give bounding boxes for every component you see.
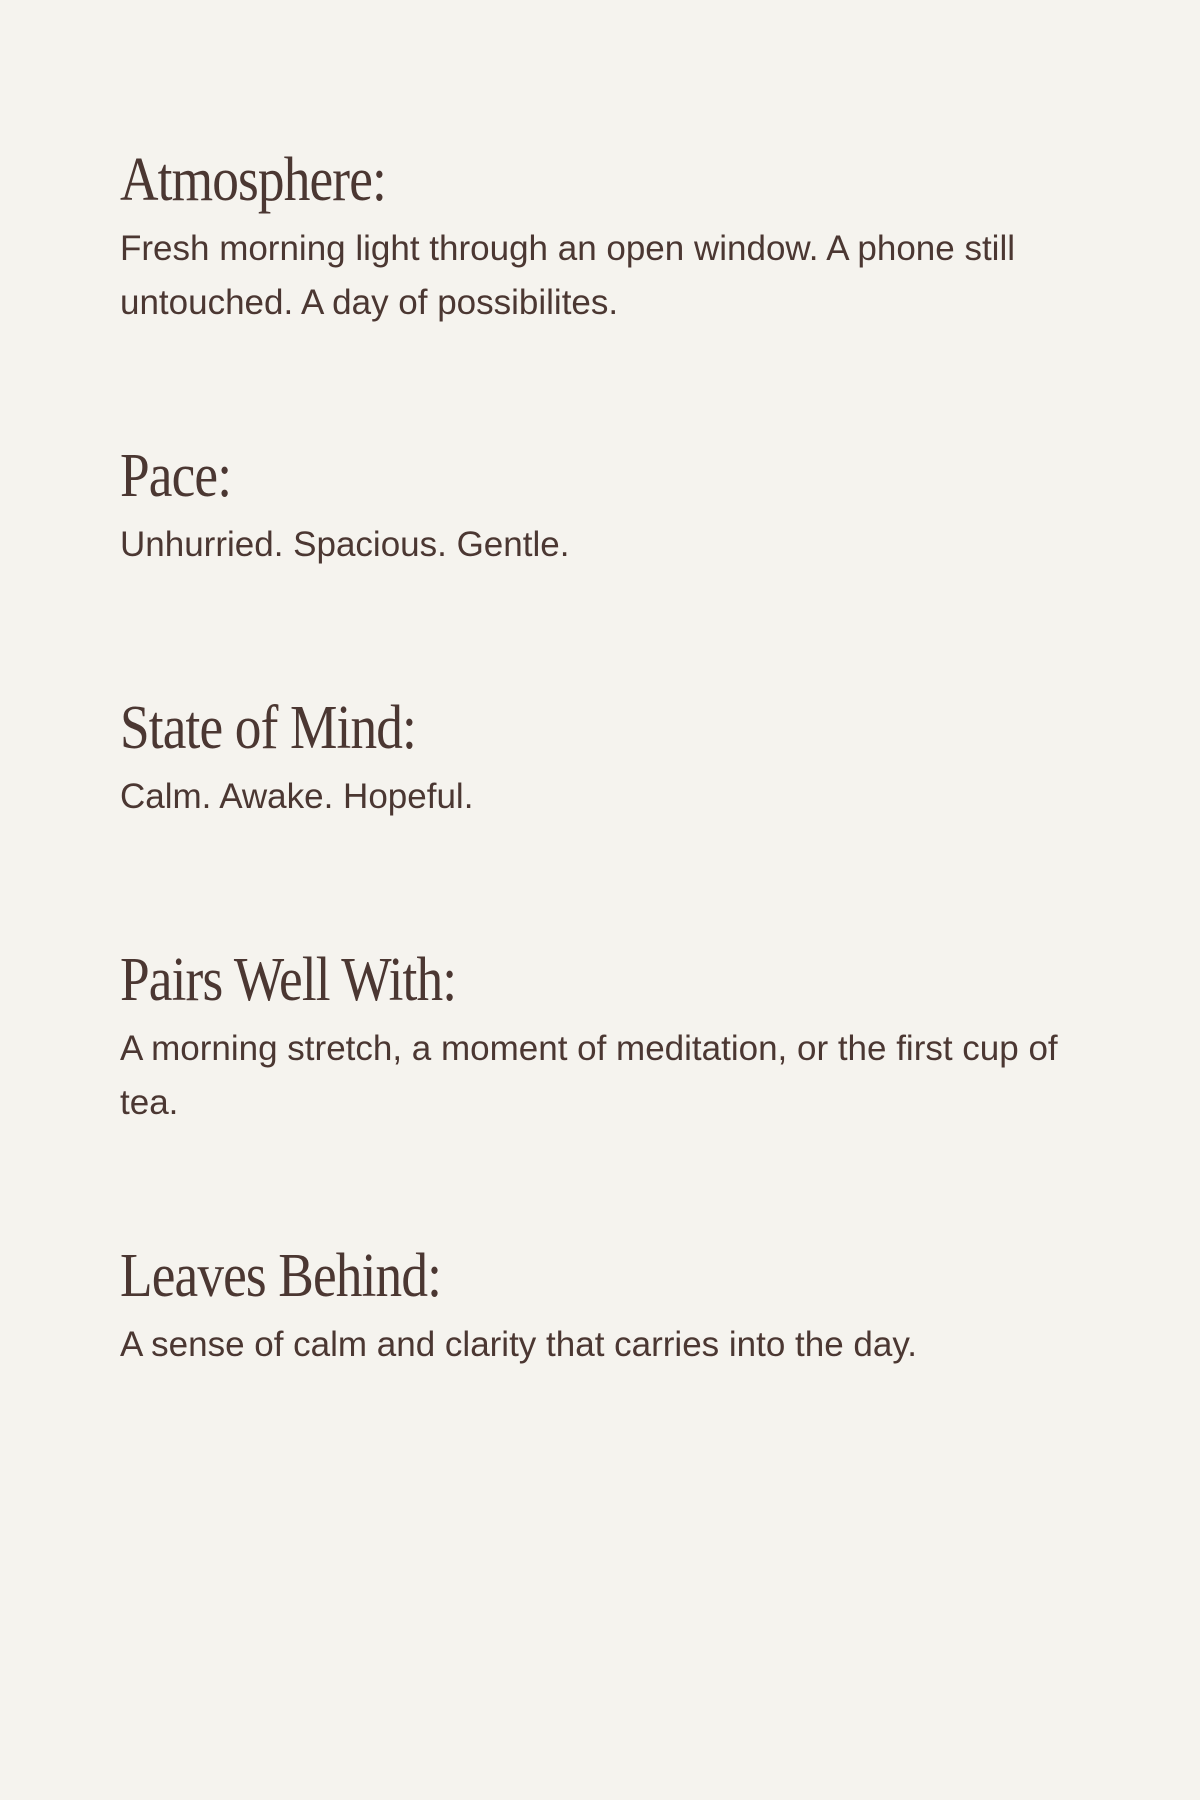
atmosphere-description: Fresh morning light through an open window. A phone still untouched. A day of possibilites. (120, 229, 1016, 322)
pairs-well-with-section (120, 944, 1080, 1130)
atmosphere-heading: Atmosphere: (120, 146, 386, 214)
pace-description: Unhurried. Spacious. Gentle. (120, 525, 570, 564)
pace-heading: Pace: (120, 442, 232, 510)
state-of-mind-heading: State of Mind: (120, 694, 417, 762)
leaves-behind-section (120, 1240, 1080, 1372)
state-of-mind-description: Calm. Awake. Hopeful. (120, 777, 474, 816)
leaves-behind-heading: Leaves Behind: (120, 1242, 442, 1310)
pairs-well-with-description: A morning stretch, a moment of meditation, or the first cup of tea. (120, 1029, 1058, 1122)
state-of-mind-section (120, 692, 1080, 824)
pairs-well-with-heading: Pairs Well With: (120, 946, 457, 1014)
pace-section (120, 440, 1080, 572)
atmosphere-section (120, 144, 1080, 330)
leaves-behind-description: A sense of calm and clarity that carries into the day. (120, 1325, 917, 1364)
